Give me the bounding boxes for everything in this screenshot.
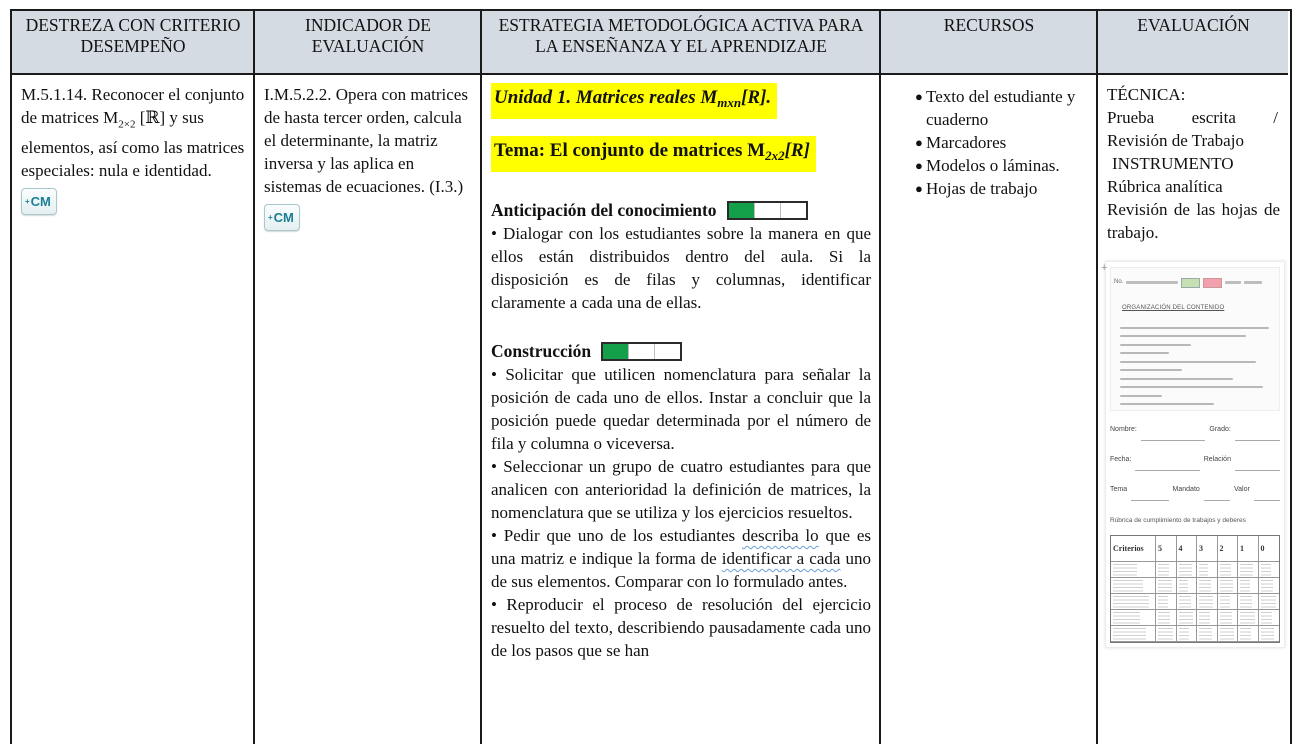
header-indicador: INDICADOR DE EVALUACIÓN [255, 11, 482, 75]
instrumento-label: INSTRUMENTO [1112, 154, 1234, 173]
recursos-cell [881, 75, 1098, 744]
mini-grid-cell [1259, 626, 1280, 642]
cm-badge-icon[interactable]: + CM [264, 204, 300, 231]
progress-bar-icon [727, 201, 808, 220]
header-recursos: RECURSOS [881, 11, 1098, 75]
mini-grid-cell [1238, 594, 1259, 610]
mini-rubric-grid [1110, 535, 1280, 643]
indicador-cell [255, 75, 482, 744]
anticipacion-heading: Anticipación del conocimiento [491, 199, 871, 222]
revision-hojas-line: Revisión de las hojas de trabajo. [1107, 200, 1280, 242]
bullet-icon: ● [915, 135, 923, 150]
mini-grid-cell [1197, 578, 1218, 594]
tema-heading: Tema: El conjunto de matrices $M_{2x2}[R]$ [491, 136, 871, 172]
mini-grid-cell [1238, 562, 1259, 578]
mini-grid-cell [1259, 562, 1280, 578]
mini-grid-header-cell: Criterios [1111, 536, 1156, 562]
indicador-text: I.M.5.2.2. Opera con matrices de hasta tercer orden, calcula el determinante, la matriz inversa y las aplica en sistemas de ecuaciones. (I.3.) [264, 85, 468, 196]
paragraph-reproducir: • Reproducir el proceso de resolución del ejercicio resuelto del texto, describiendo pausadamente cada uno de los pasos que se han [491, 595, 871, 660]
mini-grid-cell [1111, 562, 1156, 578]
destreza-cell [12, 75, 255, 744]
list-item: ● Marcadores [890, 131, 1088, 154]
mini-grid-cell [1177, 626, 1198, 642]
object-anchor-icon: + [1101, 262, 1108, 274]
unidad-heading: Unidad 1. Matrices reales $M_{mxn}[R]$. [491, 83, 871, 119]
mini-grid-cell [1177, 610, 1198, 626]
estrategia-cell [482, 75, 881, 744]
mini-green-cell [1181, 278, 1200, 288]
mini-grid-cell [1218, 562, 1239, 578]
header-estrategia: ESTRATEGIA METODOLÓGICA ACTIVA PARA LA ENSEÑANZA Y EL APRENDIZAJE [482, 11, 881, 75]
mini-grid-header-cell: 5 [1156, 536, 1177, 562]
rubrica-line: Rúbrica analítica [1107, 177, 1223, 196]
mini-grid-cell [1259, 610, 1280, 626]
mini-grid-header-cell: 3 [1197, 536, 1218, 562]
mini-grid-cell [1238, 578, 1259, 594]
mini-content-title: ORGANIZACIÓN DEL CONTENIDO [1122, 305, 1225, 311]
progress-bar-icon [601, 342, 682, 361]
lesson-plan-table [10, 9, 1292, 744]
destreza-subscript: 2×2 [118, 118, 136, 131]
table-body-row [12, 75, 1290, 744]
plus-mark-icon: + [25, 197, 30, 207]
mini-grid-cell [1156, 626, 1177, 642]
paragraph-solicitar: • Solicitar que utilicen nomenclatura para señalar la posición de cada uno de ellos. Instar a concluir que la posición puede quedar determinada por el número de fila y columna o viceversa. [491, 365, 871, 453]
mini-checklist-box: No. ORGANIZACIÓN DEL CONTENIDO [1110, 267, 1280, 411]
mini-grid-cell [1197, 594, 1218, 610]
mini-grid-cell [1197, 562, 1218, 578]
mini-grid-cell [1259, 578, 1280, 594]
rubric-thumbnail-wrap [1101, 261, 1280, 648]
bullet-icon: ● [915, 89, 923, 104]
list-item: ● Hojas de trabajo [890, 177, 1088, 200]
bullet-icon: ● [915, 181, 923, 196]
paragraph-pedir: • Pedir que uno de los estudiantes describa lo que es una matriz e indique la forma de identificar a cada uno de sus elementos. Comparar con lo formulado antes. [491, 526, 871, 591]
mini-grid-cell [1177, 562, 1198, 578]
mini-name-form: Nombre: Grado: Fecha: Relación Tema Mandato Valor [1110, 418, 1280, 501]
evaluacion-cell [1098, 75, 1288, 744]
mini-grid-cell [1238, 626, 1259, 642]
list-item: ● Texto del estudiante y cuaderno [890, 85, 1088, 131]
mini-grid-cell [1156, 578, 1177, 594]
spellcheck-underline: describa lo [741, 526, 819, 545]
mini-grid-header-cell: 2 [1218, 536, 1239, 562]
mini-red-cell [1203, 278, 1222, 288]
paragraph-seleccionar: • Seleccionar un grupo de cuatro estudiantes para que analicen con anterioridad la definición de matrices, la nomenclatura que se utiliza y los ejercicios resueltos. [491, 457, 871, 522]
rubric-thumbnail-image[interactable] [1105, 261, 1285, 648]
mini-grid-cell [1111, 578, 1156, 594]
revision-trabajo-line: Revisión de Trabajo [1107, 131, 1244, 150]
mini-grid-cell [1111, 626, 1156, 642]
mini-grid-cell [1156, 610, 1177, 626]
mini-form-lines [1114, 327, 1276, 406]
mini-rubric-title: Rúbrica de cumplimiento de trabajos y deberes [1110, 517, 1246, 524]
cm-badge-icon[interactable]: + CM [21, 188, 57, 215]
spellcheck-underline: identificar a cada [721, 549, 841, 568]
construccion-heading: Construcción [491, 340, 871, 363]
tecnica-label: TÉCNICA: [1107, 85, 1186, 104]
mini-grid-cell [1197, 626, 1218, 642]
mini-grid-cell [1111, 594, 1156, 610]
mini-grid-cell [1111, 610, 1156, 626]
header-evaluacion: EVALUACIÓN [1098, 11, 1288, 75]
mini-grid-cell [1218, 578, 1239, 594]
mini-grid-cell [1197, 610, 1218, 626]
mini-grid-cell [1177, 578, 1198, 594]
mini-grid-cell [1177, 594, 1198, 610]
mini-grid-cell [1156, 562, 1177, 578]
header-destreza: DESTREZA CON CRITERIO DESEMPEÑO [12, 11, 255, 75]
tema-subscript: 2x2 [765, 148, 785, 163]
table-header-row [12, 11, 1290, 75]
destreza-text: M.5.1.14. Reconocer el conjunto de matrices $M_{2\times 2}$ [ℝ] y sus elementos, así como las matrices especiales: nula e identidad. [21, 85, 245, 181]
unidad-subscript: mxn [717, 95, 742, 110]
bullet-icon: ● [915, 158, 923, 173]
mini-grid-header-cell: 4 [1177, 536, 1198, 562]
mini-grid-header-cell: 0 [1259, 536, 1280, 562]
paragraph-dialogar: • Dialogar con los estudiantes sobre la manera en que ellos están distribuidos dentro del aula. Si la disposición es de filas y columnas, identificar claramente a cada una de ellas. [491, 224, 871, 312]
recursos-list [890, 85, 1088, 200]
list-item: ● Modelos o láminas. [890, 154, 1088, 177]
mini-grid-cell [1218, 626, 1239, 642]
mini-grid-cell [1238, 610, 1259, 626]
mini-grid-cell [1156, 594, 1177, 610]
mini-grid-cell [1218, 594, 1239, 610]
prueba-escrita-line: Prueba escrita / [1107, 108, 1278, 127]
plus-mark-icon: + [268, 213, 273, 222]
mini-grid-header-cell: 1 [1238, 536, 1259, 562]
mini-grid-cell [1259, 594, 1280, 610]
mini-grid-cell [1218, 610, 1239, 626]
